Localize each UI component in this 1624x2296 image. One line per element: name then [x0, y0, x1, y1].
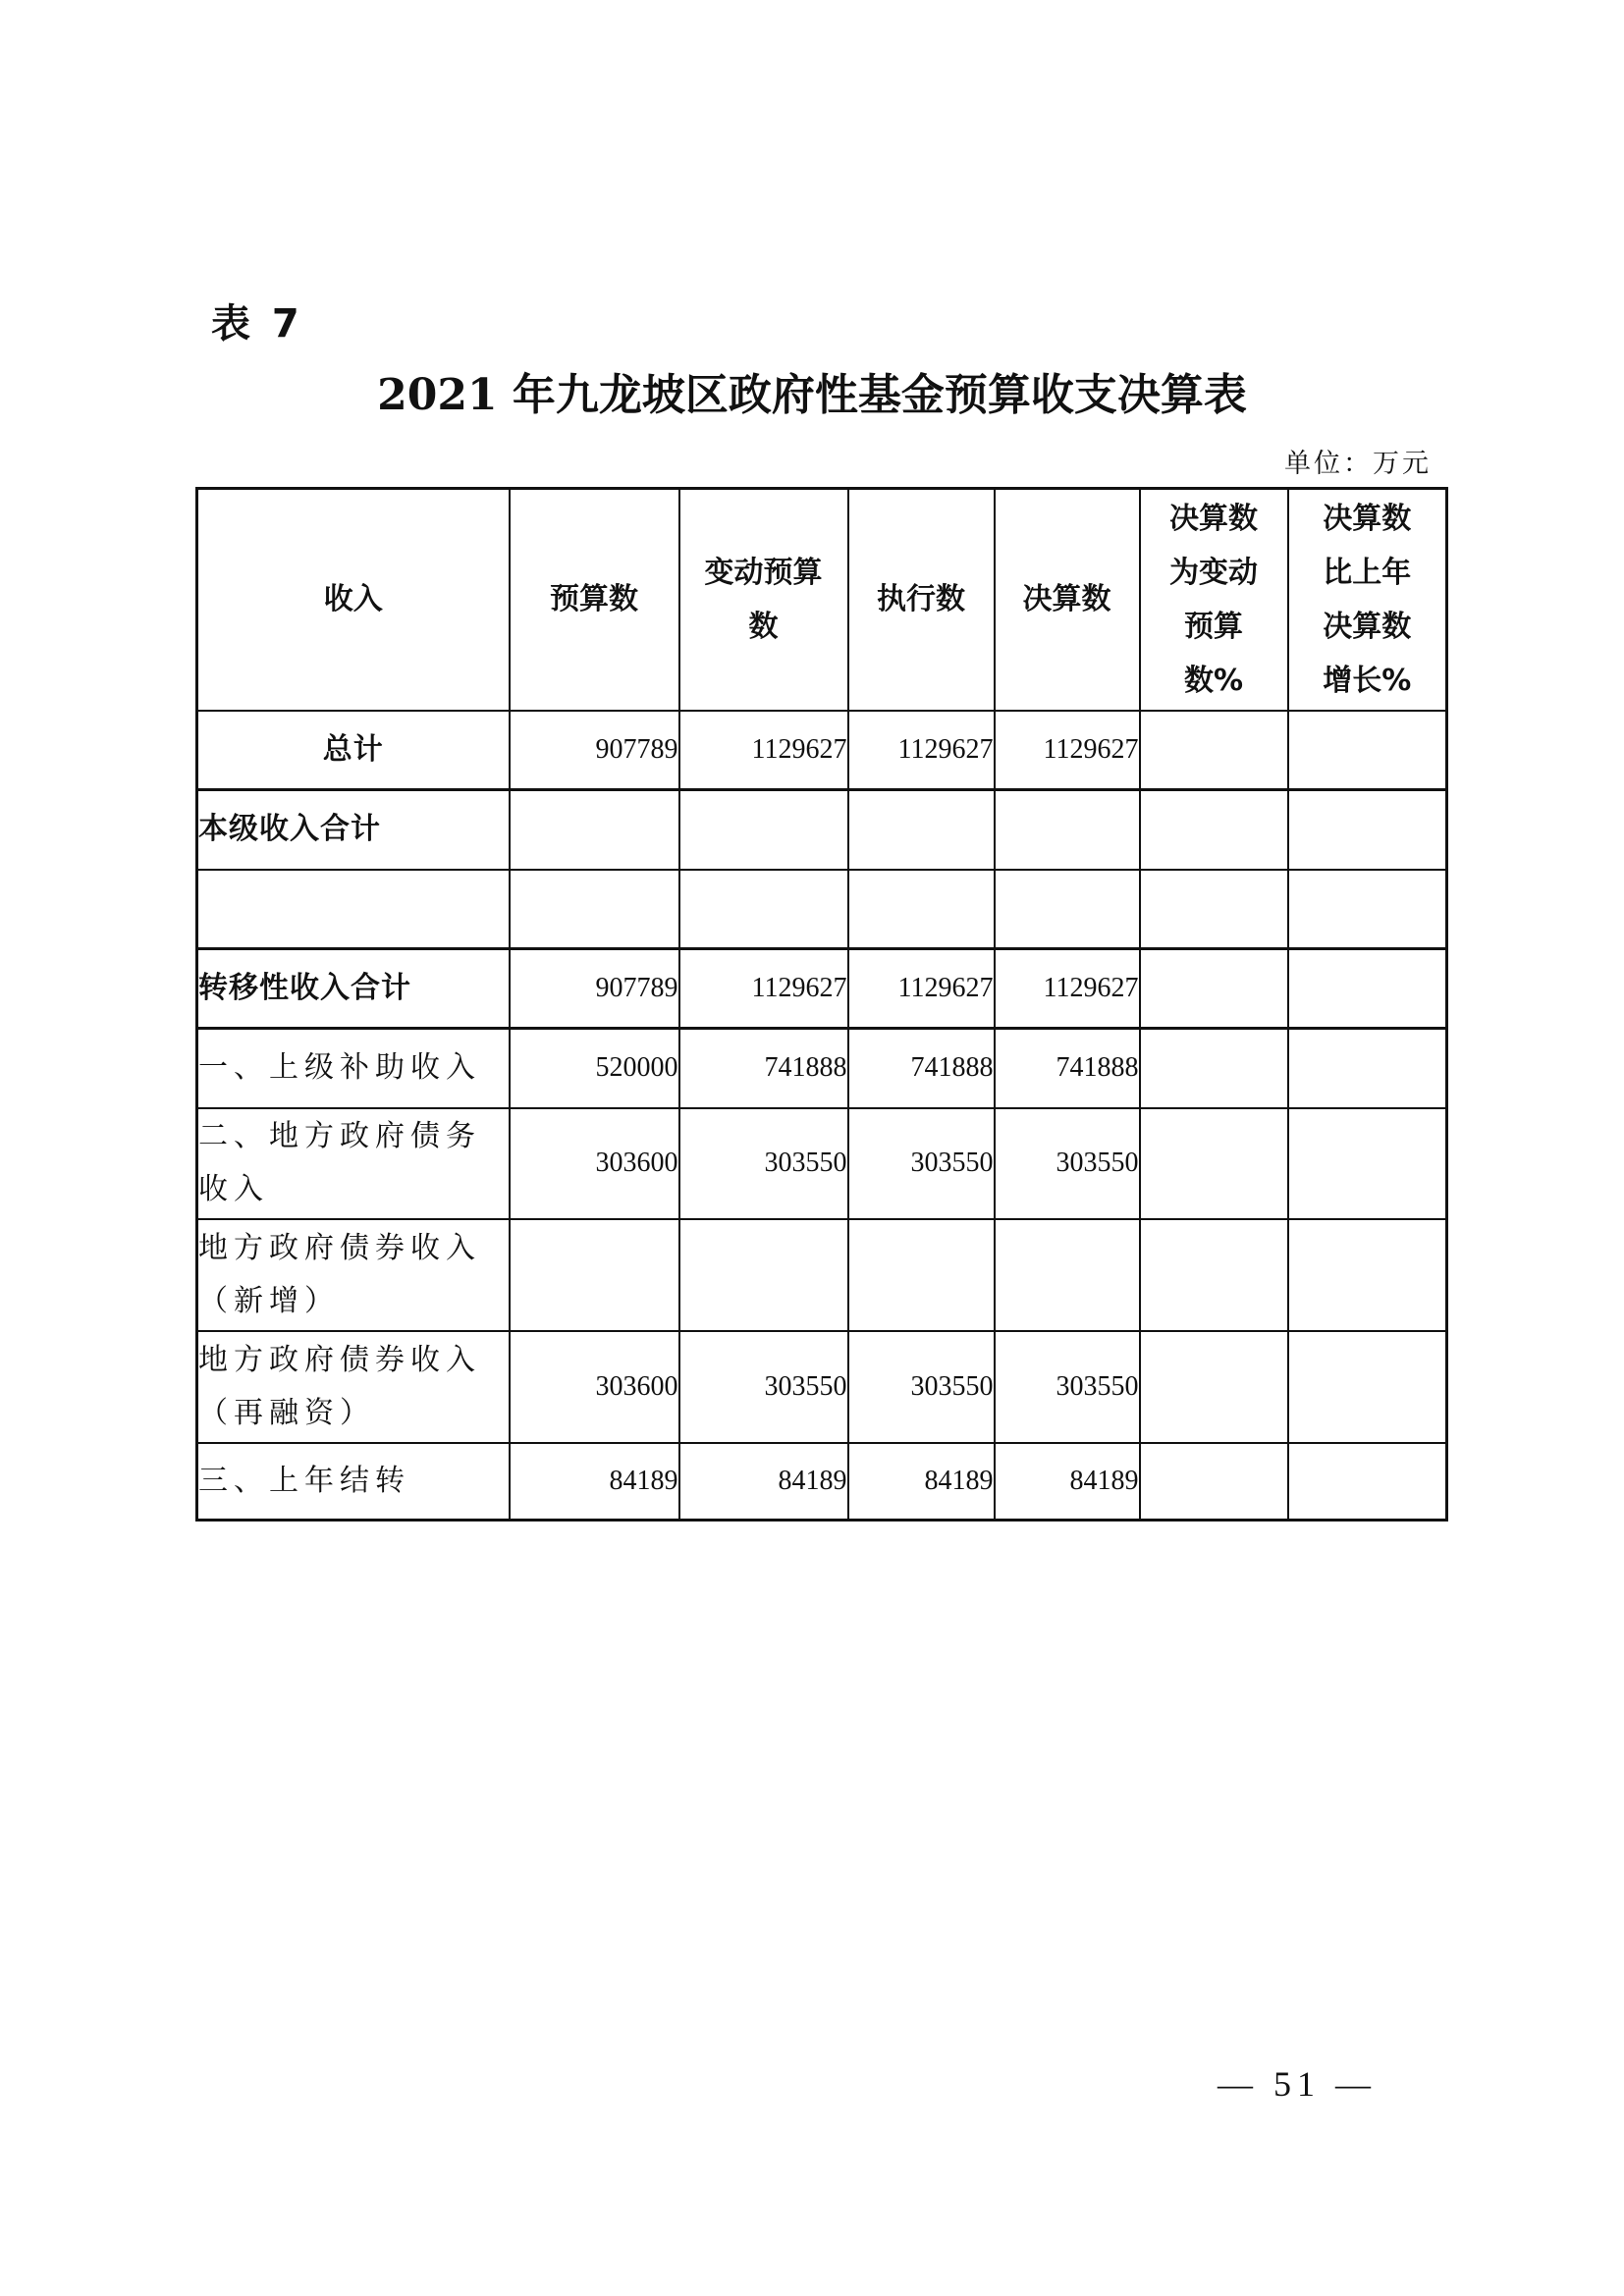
cell-adjusted: 303550 — [679, 1108, 848, 1219]
cell-budget: 907789 — [510, 949, 679, 1029]
cell-pct-adjusted — [1140, 711, 1288, 790]
cell-final: 1129627 — [995, 949, 1140, 1029]
cell-pct-adjusted — [1140, 1029, 1288, 1108]
cell-execution — [848, 1219, 995, 1331]
cell-pct-adjusted — [1140, 870, 1288, 949]
cell-final — [995, 790, 1140, 870]
header-execution: 执行数 — [848, 489, 995, 711]
cell-execution: 303550 — [848, 1331, 995, 1443]
row-label: 一、上级补助收入 — [197, 1029, 510, 1108]
header-row — [197, 489, 1447, 711]
cell-pct-growth — [1288, 1443, 1447, 1521]
document-title: 2021 年九龙坡区政府性基金预算收支决算表 — [377, 370, 1247, 420]
cell-adjusted: 1129627 — [679, 711, 848, 790]
cell-pct-growth — [1288, 870, 1447, 949]
cell-pct-growth — [1288, 1331, 1447, 1443]
cell-budget — [510, 1219, 679, 1331]
cell-pct-growth — [1288, 790, 1447, 870]
table-row — [197, 1108, 1447, 1219]
budget-table — [195, 487, 1448, 1522]
cell-budget — [510, 870, 679, 949]
row-label: 转移性收入合计 — [197, 949, 510, 1029]
table-row — [197, 949, 1447, 1029]
table-row — [197, 1443, 1447, 1521]
cell-pct-adjusted — [1140, 1443, 1288, 1521]
header-income: 收入 — [197, 489, 510, 711]
cell-budget: 84189 — [510, 1443, 679, 1521]
row-label — [197, 870, 510, 949]
page-number: — 51 — — [1218, 2064, 1377, 2104]
table-row — [197, 870, 1447, 949]
table-row — [197, 1331, 1447, 1443]
cell-final: 1129627 — [995, 711, 1140, 790]
cell-pct-adjusted — [1140, 1108, 1288, 1219]
cell-adjusted: 1129627 — [679, 949, 848, 1029]
cell-pct-growth — [1288, 1219, 1447, 1331]
cell-budget: 303600 — [510, 1108, 679, 1219]
header-budget: 预算数 — [510, 489, 679, 711]
cell-budget: 907789 — [510, 711, 679, 790]
cell-final: 741888 — [995, 1029, 1140, 1108]
table-row — [197, 711, 1447, 790]
row-label: 总计 — [197, 711, 510, 790]
cell-execution: 84189 — [848, 1443, 995, 1521]
row-label: 本级收入合计 — [197, 790, 510, 870]
table-label: 表 7 — [211, 301, 303, 347]
cell-pct-adjusted — [1140, 1219, 1288, 1331]
cell-adjusted: 303550 — [679, 1331, 848, 1443]
cell-execution — [848, 870, 995, 949]
cell-final — [995, 1219, 1140, 1331]
header-adjusted-budget: 变动预算数 — [679, 489, 848, 711]
cell-execution: 741888 — [848, 1029, 995, 1108]
cell-adjusted — [679, 870, 848, 949]
cell-final — [995, 870, 1140, 949]
header-final-to-adjusted-pct: 决算数为变动预算数% — [1140, 489, 1288, 711]
cell-pct-adjusted — [1140, 790, 1288, 870]
cell-pct-adjusted — [1140, 949, 1288, 1029]
cell-budget: 303600 — [510, 1331, 679, 1443]
cell-pct-growth — [1288, 1108, 1447, 1219]
cell-execution: 303550 — [848, 1108, 995, 1219]
cell-final: 303550 — [995, 1331, 1140, 1443]
cell-adjusted — [679, 1219, 848, 1331]
cell-execution — [848, 790, 995, 870]
cell-adjusted: 84189 — [679, 1443, 848, 1521]
unit-label: 单位：万元 — [1284, 449, 1432, 479]
cell-execution: 1129627 — [848, 711, 995, 790]
header-final: 决算数 — [995, 489, 1140, 711]
header-final-growth-pct: 决算数比上年决算数增长% — [1288, 489, 1447, 711]
cell-pct-growth — [1288, 711, 1447, 790]
row-label: 二、地方政府债务收入 — [197, 1108, 510, 1219]
row-label: 地方政府债券收入（新增） — [197, 1219, 510, 1331]
table-row — [197, 790, 1447, 870]
cell-final: 84189 — [995, 1443, 1140, 1521]
cell-final: 303550 — [995, 1108, 1140, 1219]
row-label: 三、上年结转 — [197, 1443, 510, 1521]
cell-budget — [510, 790, 679, 870]
cell-adjusted — [679, 790, 848, 870]
cell-budget: 520000 — [510, 1029, 679, 1108]
table-row — [197, 1219, 1447, 1331]
cell-pct-adjusted — [1140, 1331, 1288, 1443]
cell-pct-growth — [1288, 949, 1447, 1029]
cell-pct-growth — [1288, 1029, 1447, 1108]
table-row — [197, 1029, 1447, 1108]
cell-execution: 1129627 — [848, 949, 995, 1029]
cell-adjusted: 741888 — [679, 1029, 848, 1108]
row-label: 地方政府债券收入（再融资） — [197, 1331, 510, 1443]
